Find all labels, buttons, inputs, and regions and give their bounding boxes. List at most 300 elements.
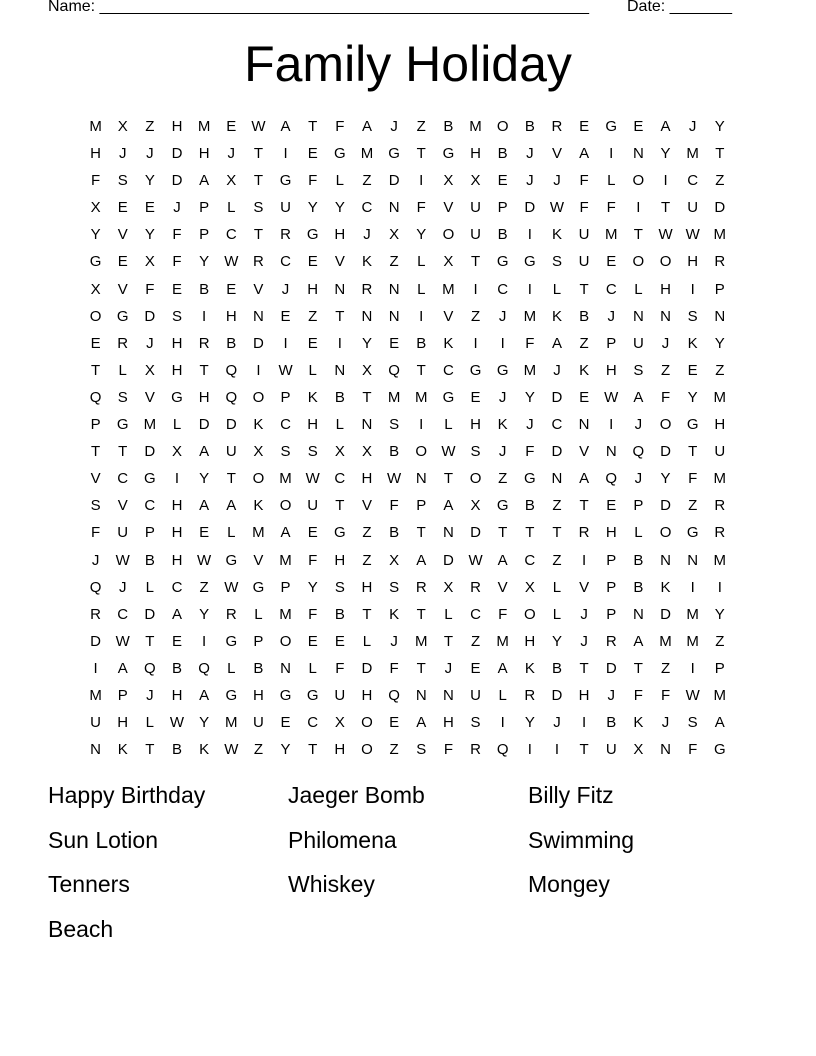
grid-letter: G <box>252 578 265 596</box>
grid-letter: Z <box>362 524 372 542</box>
grid-letter: A <box>199 686 210 704</box>
grid-letter: M <box>387 388 401 406</box>
grid-letter: T <box>688 443 698 461</box>
page-title: Family Holiday <box>244 36 572 92</box>
grid-letter: X <box>90 199 101 217</box>
grid-letter: E <box>90 334 101 352</box>
grid-letter: Q <box>89 578 102 596</box>
grid-letter: U <box>90 714 101 732</box>
grid-letter: U <box>714 443 726 461</box>
grid-letter: O <box>659 416 672 434</box>
grid-letter: C <box>605 280 617 298</box>
grid-letter: Y <box>280 741 291 759</box>
grid-letter: A <box>714 714 725 732</box>
grid-letter: P <box>714 659 725 677</box>
grid-letter: N <box>632 145 644 163</box>
grid-letter: D <box>144 307 156 325</box>
grid-letter: Y <box>334 199 345 217</box>
grid-letter: I <box>500 714 505 732</box>
grid-letter: T <box>226 470 236 488</box>
grid-letter: D <box>171 172 183 190</box>
grid-letter: I <box>419 416 424 434</box>
grid-letter: F <box>308 172 318 190</box>
grid-letter: S <box>334 578 345 596</box>
grid-letter: M <box>604 226 618 244</box>
grid-letter: H <box>171 334 183 352</box>
word-list-item: Philomena <box>288 826 397 853</box>
grid-letter: A <box>416 714 427 732</box>
grid-letter: A <box>361 118 372 135</box>
grid-letter: K <box>199 741 210 759</box>
grid-letter: A <box>443 497 454 515</box>
grid-letter: F <box>389 659 399 677</box>
grid-letter: I <box>202 632 207 650</box>
grid-letter: T <box>145 632 155 650</box>
grid-letter: H <box>225 307 237 325</box>
grid-letter: F <box>688 470 698 488</box>
grid-letter: E <box>117 253 128 271</box>
grid-letter: Q <box>496 741 509 759</box>
grid-letter: Q <box>388 361 400 379</box>
grid-letter: C <box>225 226 237 244</box>
grid-letter: L <box>634 280 643 298</box>
grid-letter: G <box>279 172 292 190</box>
grid-letter: G <box>388 145 400 163</box>
grid-letter: L <box>172 416 182 434</box>
grid-letter: B <box>199 280 210 298</box>
grid-letter: I <box>690 659 695 677</box>
grid-letter: W <box>169 714 185 732</box>
grid-letter: B <box>497 226 508 244</box>
grid-letter: P <box>90 416 101 434</box>
grid-letter: J <box>146 145 154 163</box>
grid-letter: U <box>470 199 481 217</box>
grid-letter: A <box>497 551 508 569</box>
grid-letter: N <box>605 443 617 461</box>
grid-letter: N <box>388 307 400 325</box>
grid-letter: H <box>334 226 346 244</box>
grid-letter: O <box>632 172 645 190</box>
grid-letter: F <box>606 199 616 217</box>
word-list-item: Happy Birthday <box>48 782 206 808</box>
grid-letter: H <box>307 280 319 298</box>
grid-letter: L <box>145 714 155 732</box>
grid-letter: Z <box>253 741 263 759</box>
grid-letter: U <box>280 199 291 217</box>
grid-letter: Y <box>714 605 725 623</box>
grid-letter: G <box>144 470 156 488</box>
grid-letter: T <box>253 226 263 244</box>
grid-letter: I <box>554 741 560 759</box>
grid-letter: B <box>551 659 562 677</box>
grid-letter: Z <box>715 361 725 379</box>
grid-letter: M <box>279 551 292 569</box>
grid-letter: T <box>145 741 155 759</box>
grid-letter: K <box>117 741 128 759</box>
grid-letter: X <box>117 118 128 135</box>
grid-letter: F <box>498 605 508 623</box>
grid-letter: E <box>470 388 481 406</box>
grid-letter: W <box>197 551 212 569</box>
grid-letter: L <box>308 361 317 379</box>
grid-letter: N <box>660 307 671 325</box>
grid-letter: I <box>256 361 261 379</box>
grid-letter: J <box>553 361 561 379</box>
grid-letter: Q <box>632 443 645 461</box>
grid-letter: I <box>419 307 424 325</box>
grid-letter: B <box>171 659 182 677</box>
grid-letter: H <box>117 714 129 732</box>
grid-letter: N <box>714 307 726 325</box>
grid-letter: O <box>89 307 102 325</box>
grid-letter: P <box>144 524 155 542</box>
grid-letter: I <box>473 280 478 298</box>
grid-letter: O <box>415 443 428 461</box>
grid-letter: M <box>659 632 672 650</box>
word-list-item: Beach <box>48 915 114 942</box>
grid-letter: N <box>442 524 454 542</box>
grid-letter: M <box>415 388 428 406</box>
grid-letter: T <box>579 659 589 677</box>
grid-letter: A <box>280 118 291 135</box>
grid-letter: R <box>225 605 237 623</box>
grid-letter: F <box>389 497 399 515</box>
grid-letter: M <box>252 524 265 542</box>
grid-letter: M <box>143 416 157 434</box>
grid-letter: J <box>553 172 561 190</box>
grid-letter: I <box>527 741 532 759</box>
grid-letter: X <box>334 714 345 732</box>
grid-letter: G <box>496 361 509 379</box>
grid-letter: O <box>361 714 373 732</box>
grid-letter: N <box>388 199 400 217</box>
grid-letter: O <box>279 632 292 650</box>
grid-letter: L <box>444 416 453 434</box>
grid-letter: R <box>470 741 481 759</box>
grid-letter: W <box>685 226 700 244</box>
grid-letter: J <box>580 605 588 623</box>
grid-letter: V <box>90 470 101 488</box>
grid-letter: S <box>307 443 318 461</box>
grid-letter: M <box>523 361 537 379</box>
grid-letter: F <box>90 524 101 542</box>
grid-letter: B <box>497 145 508 163</box>
grid-letter: H <box>252 686 264 704</box>
grid-letter: H <box>171 118 183 135</box>
grid-letter: E <box>334 632 345 650</box>
grid-letter: G <box>225 686 238 704</box>
grid-letter: F <box>579 172 589 190</box>
grid-letter: D <box>144 605 156 623</box>
grid-letter: E <box>497 172 508 190</box>
grid-letter: V <box>117 280 128 298</box>
grid-letter: A <box>579 470 590 488</box>
grid-letter: X <box>633 741 644 759</box>
grid-letter: P <box>497 199 508 217</box>
grid-letter: A <box>416 551 427 569</box>
grid-letter: F <box>660 686 671 704</box>
grid-letter: Y <box>551 632 562 650</box>
grid-letter: E <box>144 199 155 217</box>
grid-letter: C <box>497 280 509 298</box>
grid-letter: P <box>633 497 644 515</box>
grid-letter: W <box>224 741 239 759</box>
grid-letter: T <box>362 388 372 406</box>
grid-letter: K <box>253 497 264 515</box>
grid-letter: Y <box>199 714 210 732</box>
grid-letter: V <box>253 280 264 298</box>
grid-letter: X <box>144 361 155 379</box>
grid-letter: Z <box>470 307 481 325</box>
grid-letter: G <box>523 253 536 271</box>
grid-letter: S <box>117 388 128 406</box>
grid-letter: C <box>117 605 129 623</box>
grid-letter: Y <box>307 199 318 217</box>
grid-letter: G <box>116 307 129 325</box>
grid-letter: N <box>578 416 590 434</box>
grid-letter: Y <box>714 334 725 352</box>
grid-letter: Q <box>144 659 156 677</box>
grid-letter: C <box>307 714 319 732</box>
grid-letter: B <box>524 118 535 135</box>
grid-letter: M <box>279 470 292 488</box>
grid-letter: H <box>442 714 454 732</box>
name-field-label: Name: _______________________________________________________ <box>48 0 589 15</box>
grid-letter: M <box>415 632 428 650</box>
grid-letter: C <box>524 551 536 569</box>
grid-letter: N <box>90 741 101 759</box>
grid-letter: V <box>361 497 372 515</box>
grid-letter: G <box>116 416 129 434</box>
grid-letter: I <box>663 172 668 190</box>
grid-letter: O <box>442 226 455 244</box>
grid-letter: J <box>146 334 154 352</box>
grid-letter: Z <box>389 741 399 759</box>
grid-letter: D <box>551 686 563 704</box>
word-list-item: Swimming <box>528 826 635 853</box>
grid-letter: W <box>115 551 130 569</box>
grid-letter: S <box>389 416 400 434</box>
grid-letter: F <box>172 253 182 271</box>
grid-letter: B <box>443 118 454 135</box>
grid-letter: U <box>578 226 590 244</box>
grid-letter: R <box>198 334 210 352</box>
grid-letter: L <box>552 578 562 596</box>
grid-letter: H <box>171 524 183 542</box>
grid-letter: J <box>661 714 670 732</box>
grid-letter: Z <box>470 632 481 650</box>
grid-letter: B <box>171 741 182 759</box>
grid-letter: K <box>253 416 264 434</box>
grid-letter: Q <box>225 361 238 379</box>
grid-letter: I <box>419 172 424 190</box>
grid-letter: N <box>415 686 427 704</box>
grid-letter: H <box>90 145 101 163</box>
grid-letter: Z <box>715 632 725 650</box>
grid-letter: V <box>443 307 454 325</box>
grid-letter: R <box>470 578 481 596</box>
grid-letter: O <box>632 253 645 271</box>
grid-letter: J <box>634 470 643 488</box>
grid-letter: G <box>334 524 346 542</box>
grid-letter: O <box>659 524 672 542</box>
grid-letter: T <box>199 361 209 379</box>
grid-letter: A <box>199 443 210 461</box>
grid-letter: T <box>579 741 589 759</box>
grid-letter: Z <box>688 497 698 515</box>
grid-letter: U <box>632 334 644 352</box>
word-list-item: Sun Lotion <box>48 826 158 853</box>
grid-letter: P <box>606 551 617 569</box>
grid-letter: K <box>389 605 400 623</box>
grid-letter: J <box>444 659 453 677</box>
grid-letter: G <box>442 388 455 406</box>
grid-letter: Y <box>307 578 318 596</box>
grid-letter: R <box>714 524 726 542</box>
grid-letter: D <box>252 334 264 352</box>
word-list <box>48 779 768 957</box>
grid-letter: X <box>443 578 454 596</box>
grid-letter: A <box>226 497 237 515</box>
grid-letter: M <box>713 388 727 406</box>
grid-letter: D <box>225 416 237 434</box>
grid-letter: W <box>224 253 239 271</box>
grid-letter: E <box>307 334 318 352</box>
grid-letter: N <box>361 307 373 325</box>
grid-letter: N <box>388 280 400 298</box>
grid-letter: I <box>337 334 342 352</box>
grid-letter: P <box>253 632 264 650</box>
grid-letter: J <box>498 443 507 461</box>
grid-letter: T <box>416 524 426 542</box>
grid-letter: T <box>552 524 562 542</box>
grid-letter: Y <box>144 172 155 190</box>
grid-letter: L <box>227 524 236 542</box>
grid-letter: H <box>660 280 671 298</box>
grid-letter: O <box>252 470 265 488</box>
grid-letter: Y <box>199 470 210 488</box>
grid-letter: L <box>227 659 236 677</box>
grid-letter: P <box>606 334 617 352</box>
grid-letter: J <box>526 416 534 434</box>
grid-letter: G <box>89 253 102 271</box>
grid-letter: J <box>607 307 615 325</box>
grid-letter: M <box>686 632 699 650</box>
grid-letter: N <box>632 307 644 325</box>
grid-letter: J <box>580 632 588 650</box>
grid-letter: T <box>416 659 426 677</box>
grid-letter: T <box>443 470 453 488</box>
grid-letter: C <box>280 253 291 271</box>
grid-letter: S <box>470 443 481 461</box>
grid-letter: J <box>498 307 507 325</box>
grid-letter: E <box>307 253 318 271</box>
grid-letter: T <box>660 199 671 217</box>
grid-letter: H <box>198 388 210 406</box>
grid-letter: J <box>363 226 371 244</box>
grid-letter: H <box>361 686 373 704</box>
grid-letter: I <box>283 334 288 352</box>
word-list-item: Billy Fitz <box>528 782 614 808</box>
grid-letter: O <box>523 605 536 623</box>
grid-letter: T <box>90 443 101 461</box>
grid-letter: D <box>442 551 454 569</box>
grid-letter: G <box>171 388 183 406</box>
grid-letter: C <box>171 578 183 596</box>
grid-letter: F <box>90 172 101 190</box>
grid-letter: H <box>361 470 373 488</box>
grid-letter: Y <box>660 470 671 488</box>
grid-letter: T <box>362 605 372 623</box>
grid-letter: L <box>118 361 127 379</box>
grid-letter: B <box>389 443 400 461</box>
grid-letter: G <box>306 686 319 704</box>
grid-letter: R <box>578 524 590 542</box>
grid-letter: G <box>523 470 536 488</box>
grid-letter: J <box>227 145 236 163</box>
grid-letter: Q <box>388 686 400 704</box>
grid-letter: E <box>307 632 318 650</box>
grid-letter: X <box>144 253 155 271</box>
grid-letter: G <box>442 145 455 163</box>
grid-letter: L <box>552 280 562 298</box>
grid-letter: I <box>527 226 532 244</box>
grid-letter: T <box>633 659 643 677</box>
grid-letter: U <box>252 714 264 732</box>
grid-letter: R <box>415 578 427 596</box>
grid-letter: G <box>306 226 319 244</box>
grid-letter: H <box>171 686 183 704</box>
grid-letter: A <box>280 524 291 542</box>
grid-letter: T <box>579 280 589 298</box>
grid-letter: I <box>609 145 614 163</box>
grid-letter: E <box>606 253 617 271</box>
grid-letter: M <box>523 307 537 325</box>
grid-letter: S <box>687 307 698 325</box>
grid-letter: R <box>280 226 291 244</box>
grid-letter: S <box>633 361 644 379</box>
grid-letter: T <box>579 497 589 515</box>
grid-letter: D <box>361 659 373 677</box>
grid-letter: O <box>469 470 482 488</box>
grid-letter: D <box>660 497 671 515</box>
grid-letter: L <box>335 416 344 434</box>
grid-letter: J <box>526 172 534 190</box>
grid-letter: H <box>334 551 346 569</box>
grid-letter: E <box>389 334 400 352</box>
grid-letter: B <box>334 605 345 623</box>
grid-letter: G <box>469 361 482 379</box>
grid-letter: J <box>526 145 534 163</box>
grid-letter: H <box>334 741 346 759</box>
grid-letter: D <box>388 172 400 190</box>
grid-letter: F <box>443 741 453 759</box>
grid-letter: A <box>497 659 508 677</box>
grid-letter: W <box>305 470 320 488</box>
grid-letter: X <box>389 226 400 244</box>
grid-letter: L <box>417 253 426 271</box>
grid-letter: M <box>279 605 292 623</box>
grid-letter: J <box>146 686 154 704</box>
grid-letter: T <box>90 361 101 379</box>
grid-letter: G <box>686 416 699 434</box>
grid-letter: K <box>497 416 508 434</box>
grid-letter: I <box>717 578 722 596</box>
grid-letter: B <box>633 578 644 596</box>
grid-letter: P <box>606 578 617 596</box>
grid-letter: L <box>552 605 562 623</box>
grid-letter: I <box>690 280 695 298</box>
